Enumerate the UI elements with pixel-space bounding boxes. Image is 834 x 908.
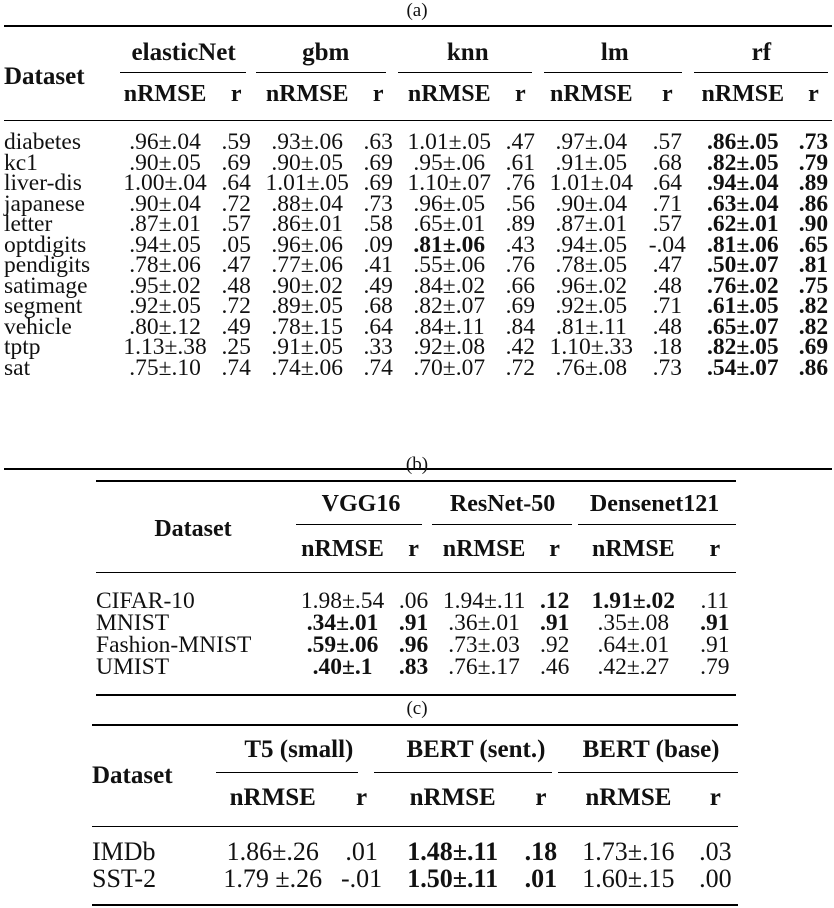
group-rule-b xyxy=(432,524,572,525)
dataset-name: optdigits xyxy=(4,231,87,258)
dataset-header: Dataset xyxy=(154,516,232,542)
bottom-rule-b xyxy=(96,694,736,696)
cell: .96±.02 xyxy=(555,272,628,299)
cell: .66 xyxy=(505,272,535,299)
cell-best: .65±.07 xyxy=(706,313,779,340)
header-rule-a xyxy=(4,120,832,121)
header-rule-c xyxy=(92,826,738,827)
cell: .33 xyxy=(363,334,393,360)
cell: .64 xyxy=(221,170,251,196)
dataset-name: japanese xyxy=(4,190,85,217)
cell: 1.98±.54 xyxy=(300,588,385,614)
caption-c: (c) xyxy=(406,698,428,719)
cell-best: .90 xyxy=(798,211,829,237)
cell-best: .54±.07 xyxy=(706,354,779,381)
cell: 1.13±.38 xyxy=(123,334,207,360)
cell-best: 1.50±.11 xyxy=(407,864,499,893)
cell-best: .82 xyxy=(798,313,829,340)
cell: 1.01±.04 xyxy=(549,170,634,196)
cell: .56 xyxy=(505,190,535,217)
metric-header: nRMSE xyxy=(229,784,316,811)
dataset-name: letter xyxy=(4,211,53,237)
metric-header: nRMSE xyxy=(407,81,491,107)
metric-header: r xyxy=(661,81,673,107)
cell: .69 xyxy=(221,149,251,176)
cell: .11 xyxy=(700,588,730,614)
cell: .18 xyxy=(652,334,682,360)
table-row xyxy=(96,656,736,678)
metric-header: r xyxy=(514,81,526,107)
table-row xyxy=(96,574,736,612)
metric-header: nRMSE xyxy=(442,536,526,562)
cell: 1.01±.05 xyxy=(265,170,349,196)
cell: .78±.15 xyxy=(271,313,343,340)
top-rule-a xyxy=(4,25,832,27)
cell: 1.79 ±.26 xyxy=(223,864,323,893)
dataset-name: CIFAR-10 xyxy=(96,588,195,614)
cell-best: .34±.01 xyxy=(306,610,379,636)
group-rule-a xyxy=(120,72,246,73)
cell: .76 xyxy=(505,170,535,196)
cell-best: .12 xyxy=(539,588,570,614)
metric-header: nRMSE xyxy=(409,784,496,811)
group-rule-c xyxy=(216,772,358,773)
table-b xyxy=(96,484,736,678)
cell: .57 xyxy=(652,211,682,237)
model-header: knn xyxy=(446,39,489,66)
cell: .75±.10 xyxy=(129,354,201,381)
cell: .95±.02 xyxy=(129,272,201,299)
cell: 1.86±.26 xyxy=(226,837,319,866)
cell: .57 xyxy=(652,129,682,155)
cell: .92±.05 xyxy=(555,293,628,319)
dataset-name: MNIST xyxy=(96,610,170,636)
cell: .88±.04 xyxy=(271,190,343,217)
cell: .55±.06 xyxy=(413,252,486,278)
cell-best: .59±.06 xyxy=(306,632,379,658)
cell: .64 xyxy=(363,313,393,340)
cell-best: .91 xyxy=(539,610,570,636)
model-header: VGG16 xyxy=(321,491,401,517)
cell: .95±.06 xyxy=(413,149,486,176)
group-rule-b xyxy=(296,524,422,525)
cell: .73±.03 xyxy=(448,632,520,658)
cell: .70±.07 xyxy=(413,354,486,381)
model-header: rf xyxy=(751,39,772,66)
cell: .91 xyxy=(700,632,730,658)
cell: .74 xyxy=(221,354,251,381)
cell-best: .79 xyxy=(798,149,829,176)
table-row xyxy=(96,634,736,656)
caption-a: (a) xyxy=(406,0,428,21)
cell: .71 xyxy=(652,190,682,217)
table-a xyxy=(4,36,832,381)
cell: .81±.11 xyxy=(555,313,627,340)
cell: .76 xyxy=(505,252,535,278)
group-rule-a xyxy=(398,72,532,73)
cell: -.04 xyxy=(648,231,686,258)
metric-header: r xyxy=(535,784,547,811)
model-header: T5 (small) xyxy=(244,736,354,763)
model-header: BERT (sent.) xyxy=(406,736,546,763)
cell: .76±.08 xyxy=(555,354,628,381)
table-row xyxy=(4,118,832,153)
cell: .76±.17 xyxy=(448,654,520,680)
dataset-name: liver-dis xyxy=(4,170,82,196)
cell-best: .62±.01 xyxy=(706,211,779,237)
cell-best: .86±.05 xyxy=(706,129,779,155)
cell: .69 xyxy=(363,149,393,176)
cell: .49 xyxy=(363,272,393,299)
metric-header: r xyxy=(408,536,419,562)
dataset-name: Fashion-MNIST xyxy=(96,632,252,658)
cell: 1.01±.05 xyxy=(407,129,491,155)
cell-best: .01 xyxy=(524,864,558,893)
cell: .92±.05 xyxy=(129,293,201,319)
cell-best: .73 xyxy=(798,129,829,155)
cell: .87±.01 xyxy=(555,211,628,237)
caption-b: (b) xyxy=(405,454,429,475)
cell: .74 xyxy=(363,354,393,381)
cell-best: .91 xyxy=(700,610,730,636)
metric-header: nRMSE xyxy=(549,81,633,107)
cell-best: .96 xyxy=(398,632,429,658)
cell: .57 xyxy=(221,211,251,237)
cell-best: .81±.06 xyxy=(706,231,779,258)
cell: .64±.01 xyxy=(597,632,670,658)
cell: .68 xyxy=(363,293,393,319)
cell: .90±.05 xyxy=(271,149,343,176)
cell: .73 xyxy=(363,190,393,217)
cell: .96±.06 xyxy=(271,231,343,258)
model-header: Densenet121 xyxy=(589,491,720,517)
cell: .43 xyxy=(505,231,535,258)
cell-best: 1.91±.02 xyxy=(591,588,676,614)
metric-header: r xyxy=(372,81,384,107)
cell: .94±.05 xyxy=(555,231,628,258)
cell-best: .18 xyxy=(524,837,558,866)
cell: .90±.05 xyxy=(129,149,201,176)
model-header: BERT (base) xyxy=(582,736,720,763)
dataset-name: pendigits xyxy=(4,252,91,278)
cell: .36±.01 xyxy=(448,610,520,636)
header-rule-b xyxy=(96,572,736,573)
cell: .71 xyxy=(652,293,682,319)
cell: .58 xyxy=(363,211,393,237)
dataset-header: Dataset xyxy=(92,762,173,789)
metric-header: r xyxy=(808,81,819,107)
cell: .05 xyxy=(221,231,251,258)
cell: .42±.27 xyxy=(597,654,670,680)
cell: .42 xyxy=(505,334,535,360)
cell: .96±.05 xyxy=(413,190,486,217)
metric-header: nRMSE xyxy=(585,784,672,811)
table-row xyxy=(92,865,738,892)
cell: .35±.08 xyxy=(597,610,670,636)
cell: .90±.04 xyxy=(129,190,201,217)
table-row xyxy=(4,358,832,379)
cell: .46 xyxy=(539,654,570,680)
cell: 1.10±.07 xyxy=(407,170,491,196)
metric-header: r xyxy=(709,536,721,562)
cell: .64 xyxy=(652,170,682,196)
cell: .86±.01 xyxy=(271,211,343,237)
cell: -.01 xyxy=(340,864,383,893)
cell: .93±.06 xyxy=(271,129,343,155)
cell: .74±.06 xyxy=(271,354,343,381)
metric-header: nRMSE xyxy=(701,81,785,107)
model-header: gbm xyxy=(302,39,350,66)
cell: .48 xyxy=(652,313,682,340)
group-rule-c xyxy=(558,772,738,773)
cell-best: .63±.04 xyxy=(706,190,779,217)
cell-best: .94±.04 xyxy=(706,170,779,196)
cell: .89 xyxy=(505,211,535,237)
dataset-name: tptp xyxy=(4,334,41,360)
cell: .84±.02 xyxy=(413,272,486,299)
dataset-header: Dataset xyxy=(4,63,85,90)
cell: 1.94±.11 xyxy=(442,588,526,614)
metric-header: r xyxy=(356,784,368,811)
cell-best: .89 xyxy=(798,170,829,196)
cell: .00 xyxy=(699,864,732,893)
cell: .48 xyxy=(221,272,251,299)
cell: .03 xyxy=(699,837,732,866)
cell-best: .91 xyxy=(398,610,429,636)
table-c xyxy=(92,728,738,892)
cell-best: 1.48±.11 xyxy=(407,837,499,866)
metric-header: nRMSE xyxy=(592,536,675,562)
cell: .47 xyxy=(652,252,682,278)
cell-best: .86 xyxy=(798,190,829,217)
metric-header: r xyxy=(549,536,560,562)
cell: .72 xyxy=(505,354,535,381)
cell: .97±.04 xyxy=(555,129,628,155)
cell: 1.00±.04 xyxy=(123,170,207,196)
top-rule-b xyxy=(96,480,736,482)
cell-best: .83 xyxy=(398,654,429,680)
dataset-name: vehicle xyxy=(4,313,72,340)
cell: .79 xyxy=(700,654,730,680)
cell: .41 xyxy=(363,252,393,278)
cell: 1.73±.16 xyxy=(582,837,675,866)
group-rule-b xyxy=(578,524,736,525)
cell: .91±.05 xyxy=(271,334,343,360)
cell: 1.60±.15 xyxy=(582,864,675,893)
cell: .92±.08 xyxy=(413,334,486,360)
metric-header: r xyxy=(709,784,721,811)
cell: .69 xyxy=(505,293,535,319)
metric-header: nRMSE xyxy=(301,536,384,562)
table-row xyxy=(92,824,738,865)
cell: .78±.05 xyxy=(555,252,628,278)
cell: .06 xyxy=(398,588,429,614)
metric-header: r xyxy=(230,81,242,107)
table-row xyxy=(96,612,736,634)
cell-best: .82 xyxy=(798,293,829,319)
group-rule-a xyxy=(544,72,682,73)
cell-best: .65 xyxy=(798,231,829,258)
cell: .84 xyxy=(505,313,535,340)
dataset-name: UMIST xyxy=(96,654,170,680)
dataset-name: satimage xyxy=(4,272,88,299)
group-rule-a xyxy=(694,72,828,73)
bottom-rule-c xyxy=(92,904,738,906)
cell-best: .82±.05 xyxy=(706,334,779,360)
model-header: elasticNet xyxy=(131,39,236,66)
cell: .09 xyxy=(363,231,393,258)
cell-best: .40±.1 xyxy=(312,654,373,680)
cell: .90±.02 xyxy=(271,272,343,299)
cell: .68 xyxy=(652,149,682,176)
cell: .65±.01 xyxy=(413,211,486,237)
cell-best: .82±.05 xyxy=(706,149,779,176)
cell: .78±.06 xyxy=(129,252,201,278)
cell: .01 xyxy=(345,837,378,866)
dataset-name: IMDb xyxy=(92,837,156,866)
cell: .49 xyxy=(221,313,251,340)
cell-best: .81±.06 xyxy=(413,231,486,258)
cell: .89±.05 xyxy=(271,293,343,319)
cell-best: .69 xyxy=(798,334,829,360)
cell: .80±.12 xyxy=(129,313,201,340)
dataset-name: sat xyxy=(4,354,31,381)
group-rule-c xyxy=(374,772,552,773)
cell-best: .50±.07 xyxy=(706,252,779,278)
cell: .63 xyxy=(363,129,393,155)
cell: 1.10±.33 xyxy=(549,334,634,360)
cell-best: .81 xyxy=(798,252,829,278)
cell-best: .75 xyxy=(798,272,829,299)
dataset-name: segment xyxy=(4,293,83,319)
cell: .59 xyxy=(221,129,251,155)
cell: .47 xyxy=(221,252,251,278)
cell: .72 xyxy=(221,293,251,319)
cell-best: .86 xyxy=(798,354,829,381)
cell: .72 xyxy=(221,190,251,217)
cell: .90±.04 xyxy=(555,190,628,217)
cell: .96±.04 xyxy=(129,129,201,155)
cell: .91±.05 xyxy=(555,149,628,176)
dataset-name: kc1 xyxy=(4,149,38,176)
cell: .84±.11 xyxy=(413,313,485,340)
cell: .69 xyxy=(363,170,393,196)
cell: .87±.01 xyxy=(129,211,201,237)
group-rule-a xyxy=(256,72,386,73)
cell-best: .76±.02 xyxy=(706,272,779,299)
cell: .92 xyxy=(539,632,570,658)
metric-header: nRMSE xyxy=(123,81,207,107)
cell: .61 xyxy=(505,149,535,176)
model-header: lm xyxy=(600,39,629,66)
cell: .47 xyxy=(505,129,535,155)
model-header: ResNet-50 xyxy=(449,491,556,517)
cell: .77±.06 xyxy=(271,252,343,278)
dataset-name: diabetes xyxy=(4,129,81,155)
cell: .25 xyxy=(221,334,251,360)
cell: .73 xyxy=(652,354,682,381)
top-rule-c xyxy=(92,724,738,726)
dataset-name: SST-2 xyxy=(92,864,157,893)
cell: .82±.07 xyxy=(413,293,486,319)
metric-header: nRMSE xyxy=(265,81,349,107)
cell: .94±.05 xyxy=(129,231,201,258)
cell: .48 xyxy=(652,272,682,299)
cell-best: .61±.05 xyxy=(706,293,779,319)
